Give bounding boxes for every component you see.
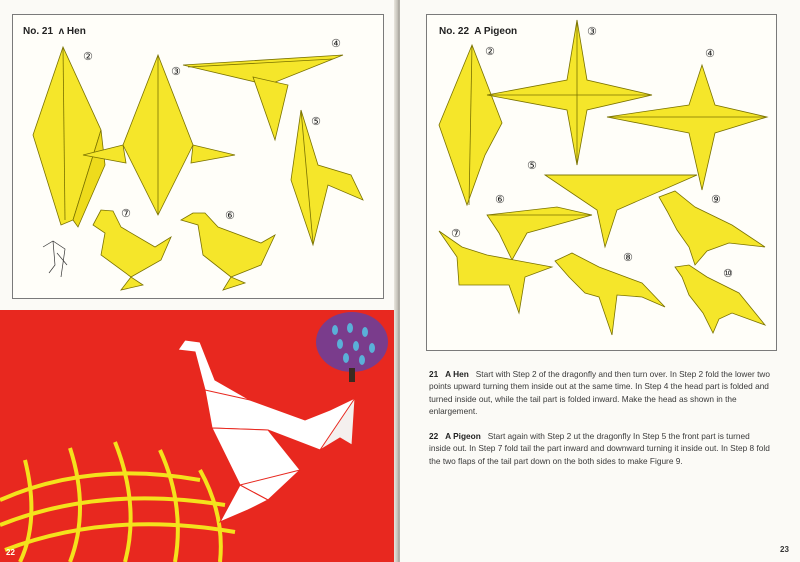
hen-instr-title: A Hen xyxy=(445,369,469,379)
left-page-number: 22 xyxy=(6,548,15,557)
white-hen xyxy=(178,340,355,522)
pigeon-step-3-shape xyxy=(487,20,652,165)
pigeon-step-4-shape xyxy=(607,65,767,190)
pigeon-step-8-label: ⑧ xyxy=(623,251,633,264)
pigeon-step-4-label: ④ xyxy=(705,47,715,60)
hen-instr-body: Start with Step 2 of the dragonfly and then turn over. In Step 2 fold the lower two points upward turning them inside out at the same time. In Step 4 the head part is folded and turned inside out, while the tail part is folded inward. Make the head as shown in the enlargement. xyxy=(429,369,771,416)
left-page xyxy=(0,0,397,562)
hen-step-6-shape xyxy=(181,213,275,277)
pigeon-instr-title: A Pigeon xyxy=(445,431,481,441)
pigeon-step-7-label: ⑦ xyxy=(451,227,461,240)
hen-step-2-label: ② xyxy=(83,50,93,63)
hen-step-7-shape xyxy=(93,210,171,277)
pigeon-step-6-label: ⑥ xyxy=(495,193,505,206)
head-enlargement-sketch xyxy=(43,241,67,277)
tree-ornament xyxy=(316,312,388,382)
hen-instr-number: 21 xyxy=(429,369,439,379)
hen-step-5-label: ⑤ xyxy=(311,115,321,128)
pigeon-instr-number: 22 xyxy=(429,431,439,441)
pigeon-folding-diagram xyxy=(427,15,776,350)
hen-step-5-shape xyxy=(291,110,363,245)
pigeon-heading: No. 22 A Pigeon xyxy=(439,26,518,37)
hen-folding-diagram xyxy=(13,15,383,298)
lattice-ball xyxy=(0,442,240,562)
pigeon-step-2-label: ② xyxy=(485,45,495,58)
pigeon-step-10-shape xyxy=(675,265,765,333)
pigeon-step-7-shape xyxy=(439,231,552,313)
pigeon-instr-body: Start again with Step 2 ut the dragonfly In Step 5 the front part is turned inside out. In Step 7 fold tail the part inward and downward turning it inside out. In Step 8 fold the two flaps of the tail part down on the both sides to make Figure 9. xyxy=(429,431,770,466)
hen-instructions xyxy=(429,368,773,417)
pigeon-diagram-panel xyxy=(426,14,777,351)
pigeon-step-5-label: ⑤ xyxy=(527,159,537,172)
hen-heading: No. 21 ʌ Hen xyxy=(23,26,86,37)
right-page-number: 23 xyxy=(780,545,789,554)
pigeon-instructions xyxy=(429,430,773,467)
hen-diagram-panel xyxy=(12,14,384,299)
hen-illustration xyxy=(0,310,397,562)
red-illustration xyxy=(0,310,397,562)
hen-step-7-label: ⑦ xyxy=(121,207,131,220)
hen-step-3-label: ③ xyxy=(171,65,181,78)
pigeon-step-8-shape xyxy=(555,253,665,335)
hen-step-4-label: ④ xyxy=(331,37,341,50)
hen-step-6-label: ⑥ xyxy=(225,209,235,222)
pigeon-step-3-label: ③ xyxy=(587,25,597,38)
pigeon-step-9-label: ⑨ xyxy=(711,193,721,206)
pigeon-step-10-label: ⑩ xyxy=(723,267,733,280)
